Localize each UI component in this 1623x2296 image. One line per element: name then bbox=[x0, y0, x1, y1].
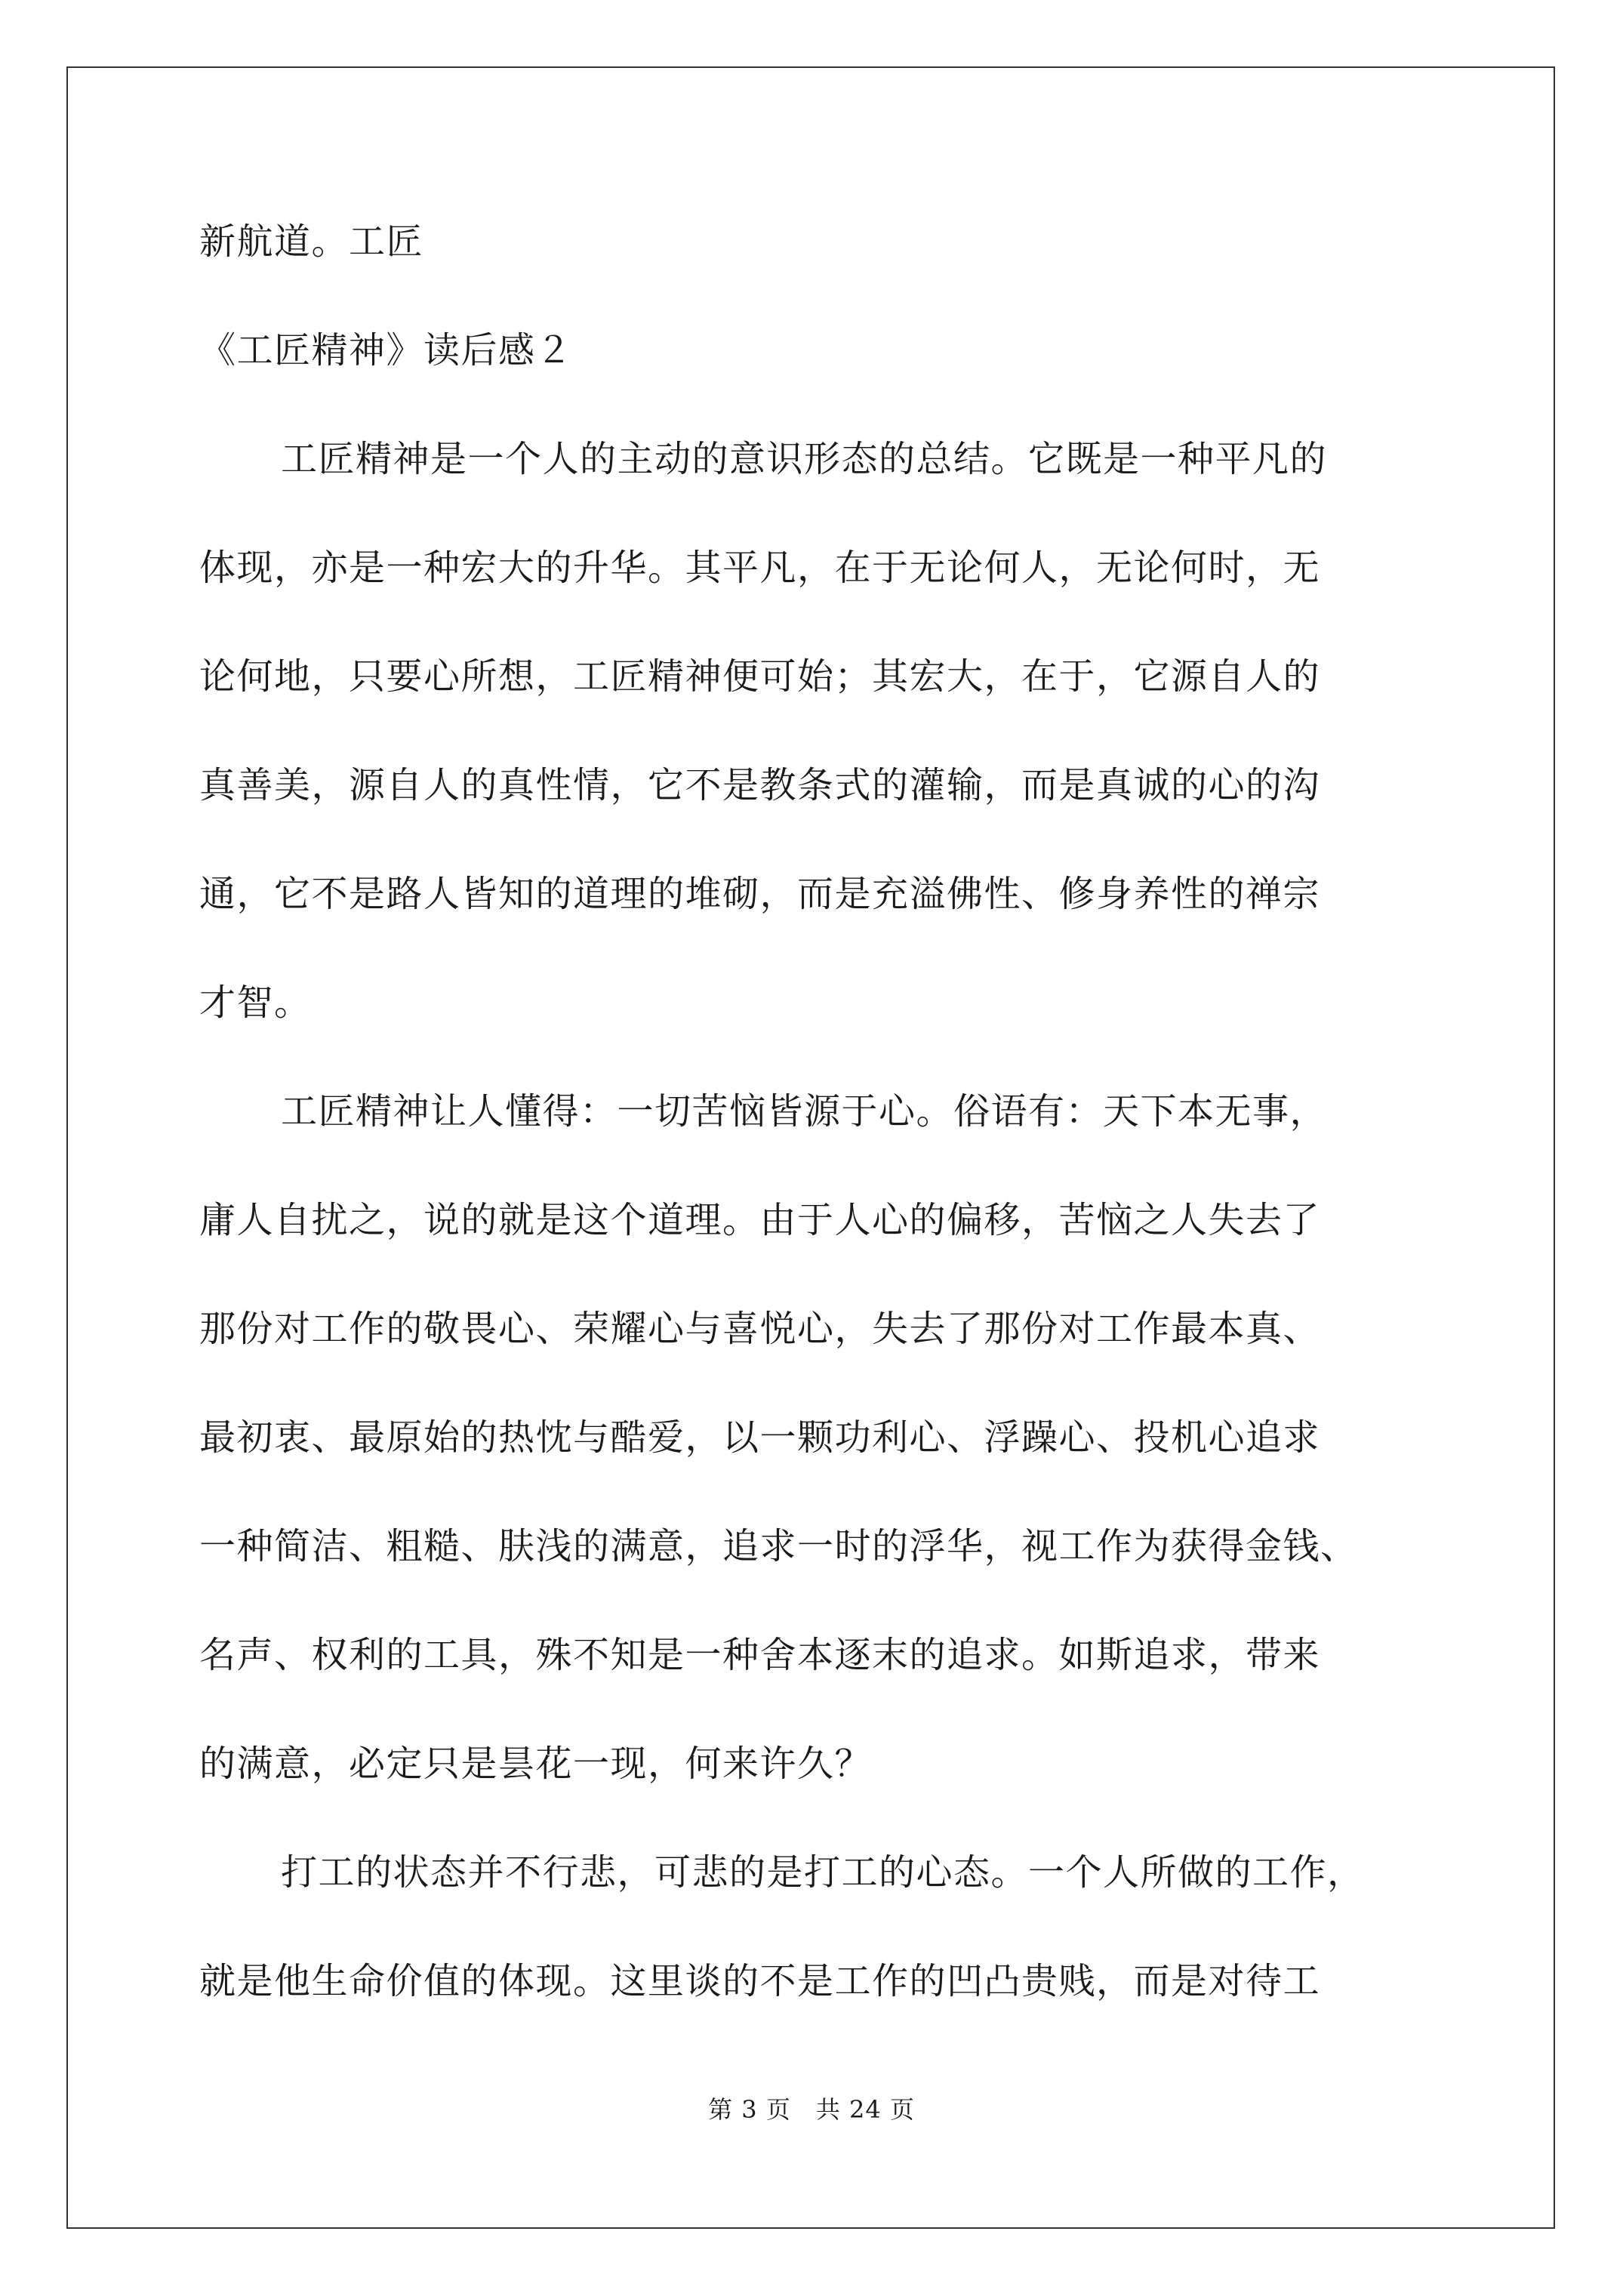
paragraph-line: 通，它不是路人皆知的道理的堆砌，而是充溢佛性、修身养性的禅宗 bbox=[199, 873, 1321, 915]
paragraph-line: 真善美，源自人的真性情，它不是教条式的灌输，而是真诚的心的沟 bbox=[199, 764, 1321, 806]
paragraph-line: 就是他生命价值的体现。这里谈的不是工作的凹凸贵贱，而是对待工 bbox=[199, 1960, 1321, 2002]
page-footer: 第 3 页 共 24 页 bbox=[708, 2095, 915, 2124]
paragraph-line: 打工的状态并不行悲，可悲的是打工的心态。一个人所做的工作， bbox=[281, 1851, 1365, 1894]
continuation-text: 新航道。工匠 bbox=[199, 220, 424, 263]
paragraph-line: 工匠精神是一个人的主动的意识形态的总结。它既是一种平凡的 bbox=[281, 438, 1328, 480]
paragraph-line: 名声、权利的工具，殊不知是一种舍本逐末的追求。如斯追求，带来 bbox=[199, 1634, 1321, 1676]
paragraph-line: 论何地，只要心所想，工匠精神便可始；其宏大，在于，它源自人的 bbox=[199, 655, 1321, 698]
paragraph-line: 工匠精神让人懂得：一切苦恼皆源于心。俗语有：天下本无事， bbox=[281, 1090, 1328, 1133]
paragraph-line: 庸人自扰之，说的就是这个道理。由于人心的偏移，苦恼之人失去了 bbox=[199, 1199, 1321, 1241]
document-body bbox=[199, 220, 1483, 2002]
paragraph-line: 体现，亦是一种宏大的升华。其平凡，在于无论何人，无论何时，无 bbox=[199, 547, 1321, 589]
paragraph-line: 那份对工作的敬畏心、荣耀心与喜悦心，失去了那份对工作最本真、 bbox=[199, 1308, 1321, 1350]
paragraph-line: 一种简洁、粗糙、肤浅的满意，追求一时的浮华，视工作为获得金钱、 bbox=[199, 1525, 1358, 1567]
paragraph-line: 最初衷、最原始的热忱与酷爱，以一颗功利心、浮躁心、投机心追求 bbox=[199, 1416, 1321, 1459]
paragraph-line: 的满意，必定只是昙花一现，何来许久？ bbox=[199, 1743, 873, 1785]
paragraph-line: 才智。 bbox=[199, 982, 312, 1024]
section-title: 《工匠精神》读后感２ bbox=[199, 329, 574, 371]
